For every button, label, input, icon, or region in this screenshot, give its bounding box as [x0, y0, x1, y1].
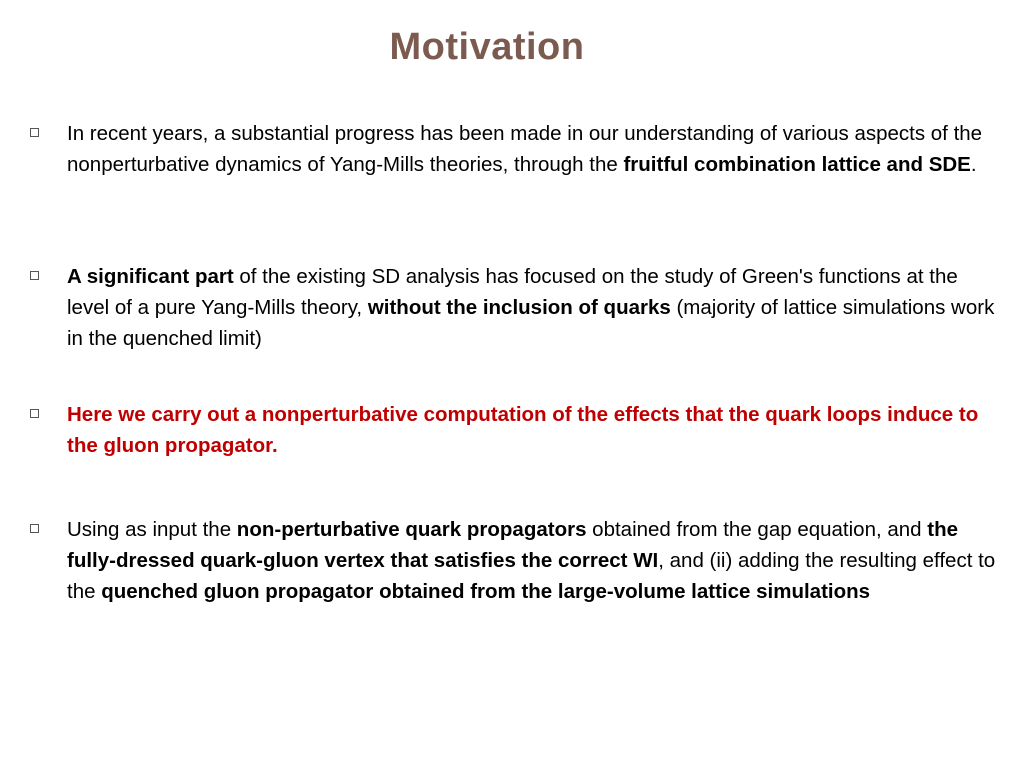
- square-bullet-icon: [30, 524, 39, 533]
- bullet-text-plain: of the existing SD analysis has focused on the study of Green's functions at the level of a pure Yang-Mills theory,: [67, 265, 958, 319]
- bullet-text-bold: A significant part: [67, 265, 234, 288]
- bullet-text: [67, 514, 1005, 607]
- bullet-text-plain: Using as input the: [67, 518, 237, 541]
- square-bullet-icon: [30, 271, 39, 280]
- bullet-text: [67, 261, 1005, 354]
- bullet-text-bold: fruitful combination lattice and SDE: [623, 153, 971, 176]
- bullet-text: [67, 399, 1005, 461]
- bullet-text-plain: .: [970, 153, 977, 176]
- bullet-text-plain: , and (ii) adding the resulting effect to the: [67, 549, 996, 603]
- bullet-text-plain: obtained from the gap equation, and: [586, 518, 928, 541]
- bullet-text-highlight: Here we carry out a nonperturbative computation of the effects that the quark loops induce to the gluon propagator.: [67, 403, 979, 457]
- bullet-text-bold: without the inclusion of quarks: [367, 296, 671, 319]
- bullet-using: [30, 514, 1005, 607]
- bullet-significant-part: [30, 261, 1005, 354]
- bullet-text: [67, 118, 1005, 180]
- bullet-here-we: [30, 399, 1005, 461]
- slide-title: Motivation: [389, 26, 585, 68]
- square-bullet-icon: [30, 128, 39, 137]
- bullet-text-bold: quenched gluon propagator obtained from the large-volume lattice simulations: [101, 580, 871, 603]
- bullet-text-bold: the fully-dressed quark-gluon vertex that satisfies the correct WI: [67, 518, 959, 572]
- bullet-progress: [30, 118, 1005, 180]
- square-bullet-icon: [30, 409, 39, 418]
- bullet-text-plain: (majority of lattice simulations work in the quenched limit): [67, 296, 995, 350]
- bullet-text-bold: non-perturbative quark propagators: [236, 518, 587, 541]
- bullet-text-plain: In recent years, a substantial progress has been made in our understanding of various aspects of the nonperturbative dynamics of Yang-Mills theories, through the: [67, 122, 983, 176]
